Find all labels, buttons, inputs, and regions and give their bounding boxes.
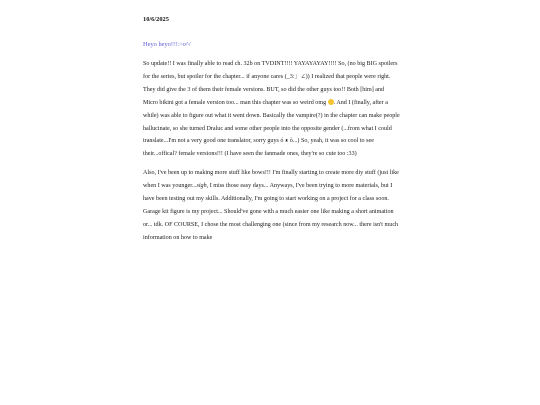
post-greeting: Heyo heyo!!!:>o^/ <box>143 41 191 48</box>
post-paragraph-1 <box>143 58 400 161</box>
post-date: 10/6/2025 <box>143 16 169 23</box>
post-paragraph-2 <box>143 167 400 244</box>
paragraph-2-italic: sigh <box>196 183 207 190</box>
blog-post <box>143 16 400 263</box>
paragraph-2-text-a: Also, I've been up to making more stuff like bows!!! I'm finally starting to create more diy stuff (just like when I was younger... <box>143 170 399 190</box>
grimace-emoji-icon <box>328 99 334 105</box>
post-body[interactable] <box>143 58 400 263</box>
paragraph-1-text-a: So update!! I was finally able to read ch. 32b on TVDINT!!!! YAYAYAYAY!!!! So, (no big BIG spoilers for the series, but spoiler for the chapter... if anyone cares (_3:」∠)) I realized that people were right. They did give the 3 of them their female versions. BUT, so did the other guys too!! Both [him] and Micro bikini got a female version too... man this chapter was so weird omg <box>143 61 398 106</box>
paragraph-2-text-b: , I miss those easy days... Anyways, I've been trying to more materials, but I have been testing out my skills. Additionally, I'm going to start working on a project for a class soon. Garage kit figure is my project... Should've gone with a much easier one like making a short animation or... idk. OF COURSE, I chose the most challenging one (since from my research now... there isn't much information on how to make <box>143 183 399 241</box>
paragraph-1-text-b: . And I (finally, after a while) was able to figure out what it went down. Basically the vampire(?) in the chapter can make people hallucinate, so she turned Draluc and some other people into the opposite gender (...from what I could translate...I'm not a very good one translator, sorry guys ó ᴥ ò...) So, yeah, it was so cool to see their...offical? female versions!!! (I have seen the fanmade ones, they're so cute too :33) <box>143 99 400 158</box>
